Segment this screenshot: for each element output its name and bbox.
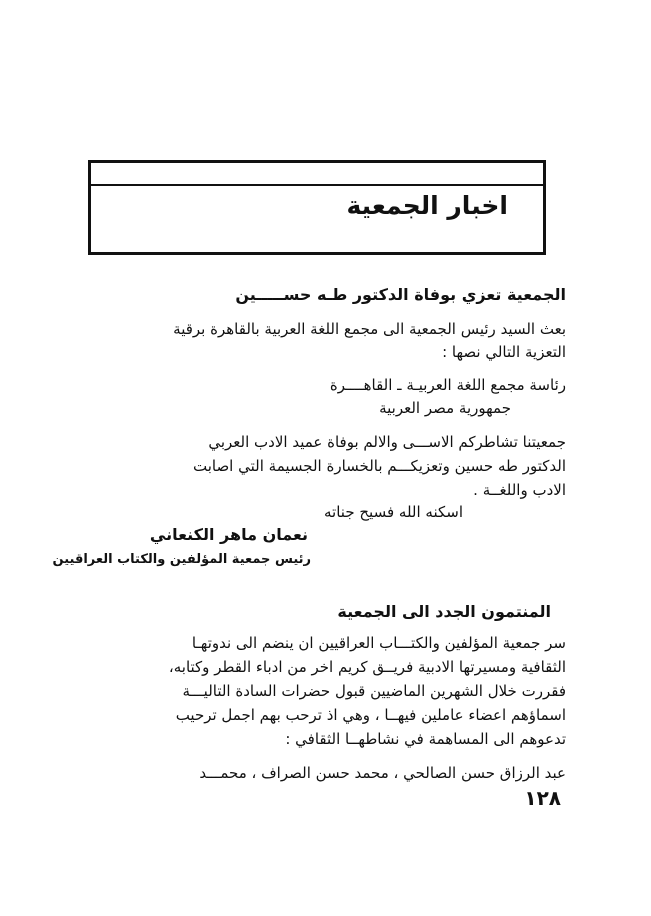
message-line: جمعيتنا تشاطركم الاســـى والالم بوفاة عميد الادب العربي bbox=[208, 433, 566, 451]
new-members-line: الثقافية ومسيرتها الادبية فريــق كريم اخر من ادباء القطر وكتابه، bbox=[168, 658, 566, 676]
signatory-name: نعمان ماهر الكنعاني bbox=[149, 525, 308, 544]
new-members-line: فقررت خلال الشهرين الماضيين قبول حضرات السادة التاليـــة bbox=[182, 682, 566, 700]
page-number: ١٢٨ bbox=[524, 786, 561, 810]
new-members-line: اسماؤهم اعضاء عاملين فيهــا ، وهي اذ ترحب بهم اجمل ترحيب bbox=[175, 706, 566, 724]
signatory-title: رئيس جمعية المؤلفين والكتاب العراقيين bbox=[52, 552, 311, 567]
section-header-rule bbox=[88, 184, 546, 186]
condolence-intro-line: التعزية التالي نصها : bbox=[442, 343, 566, 361]
condolence-intro-line: بعث السيد رئيس الجمعية الى مجمع اللغة العربية بالقاهرة برقية bbox=[173, 320, 566, 338]
message-line: الادب واللغــة . bbox=[473, 481, 566, 499]
new-members-line: سر جمعية المؤلفين والكتـــاب العراقيين ان ينضم الى ندوتهـا bbox=[191, 634, 566, 652]
new-members-heading: المنتمون الجدد الى الجمعية bbox=[337, 602, 551, 621]
condolence-heading: الجمعية تعزي بوفاة الدكتور طـه حســـــين bbox=[235, 285, 566, 304]
message-line: الدكتور طه حسين وتعزيكـــم بالخسارة الجسيمة التي اصابت bbox=[192, 457, 566, 475]
address-line: جمهورية مصر العربية bbox=[379, 399, 511, 417]
new-members-line: تدعوهم الى المساهمة في نشاطهــا الثقافي : bbox=[285, 730, 566, 748]
member-names-line: عبد الرزاق حسن الصالحي ، محمد حسن الصراف ، محمـــد bbox=[199, 764, 566, 782]
section-title: اخبار الجمعية bbox=[346, 191, 508, 220]
prayer-line: اسكنه الله فسيح جناته bbox=[324, 503, 463, 521]
address-line: رئاسة مجمع اللغة العربيـة ـ القاهــــرة bbox=[329, 376, 566, 394]
